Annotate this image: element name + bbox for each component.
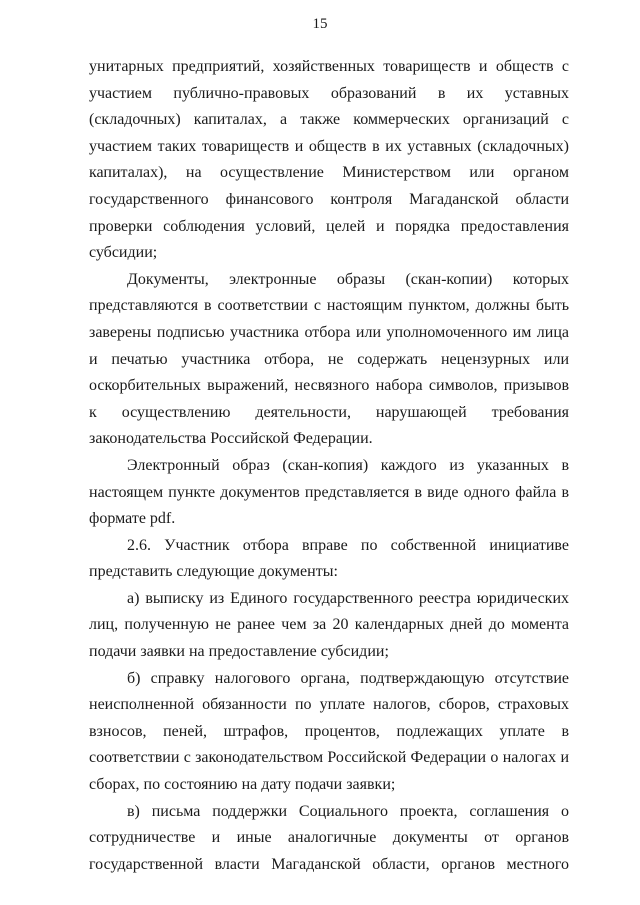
paragraph-continuation: унитарных предприятий, хозяйственных товариществ и обществ с участием публично-правовых образований в их уставных (складочных) капиталах, а также коммерческих организаций с участием таких товариществ и обществ в их уставных (складочных) капиталах), на осуществление Министерством или органом государственного финансового контроля Магаданской области проверки соблюдения условий, целей и порядка предоставления субсидии; — [89, 58, 569, 262]
list-item-v: в) письма поддержки Социального проекта, соглашения о сотрудничестве и иные аналогичные документы от органов государственной власти Магаданской области, органов местного — [89, 802, 569, 873]
document-body — [89, 54, 569, 878]
page-number: 15 — [312, 16, 328, 32]
paragraph-clause-2-6: 2.6. Участник отбора вправе по собственной инициативе представить следующие документы: — [89, 536, 569, 581]
list-item-b: б) справку налогового органа, подтверждающую отсутствие неисполненной обязанности по уплате налогов, сборов, страховых взносов, пеней, штрафов, процентов, подлежащих уплате в соответствии с законодательством Российской Федерации о налогах и сборах, по состоянию на дату подачи заявки; — [89, 669, 569, 794]
paragraph-electronic-image-format: Электронный образ (скан-копия) каждого из указанных в настоящем пункте документов представляется в виде одного файла в формате pdf. — [89, 456, 569, 528]
paragraph-documents-certification: Документы, электронные образы (скан-копии) которых представляются в соответствии с настоящим пунктом, должны быть заверены подписью участника отбора или уполномоченного им лица и печатью участника отбора, не содержать нецензурных или оскорбительных выражений, несвязного набора символов, призывов к осуществлению деятельности, нарушающей требования законодательства Российской Федерации. — [89, 270, 569, 448]
list-item-a: а) выписку из Единого государственного реестра юридических лиц, полученную не ранее чем за 20 календарных дней до момента подачи заявки на предоставление субсидии; — [89, 589, 569, 661]
